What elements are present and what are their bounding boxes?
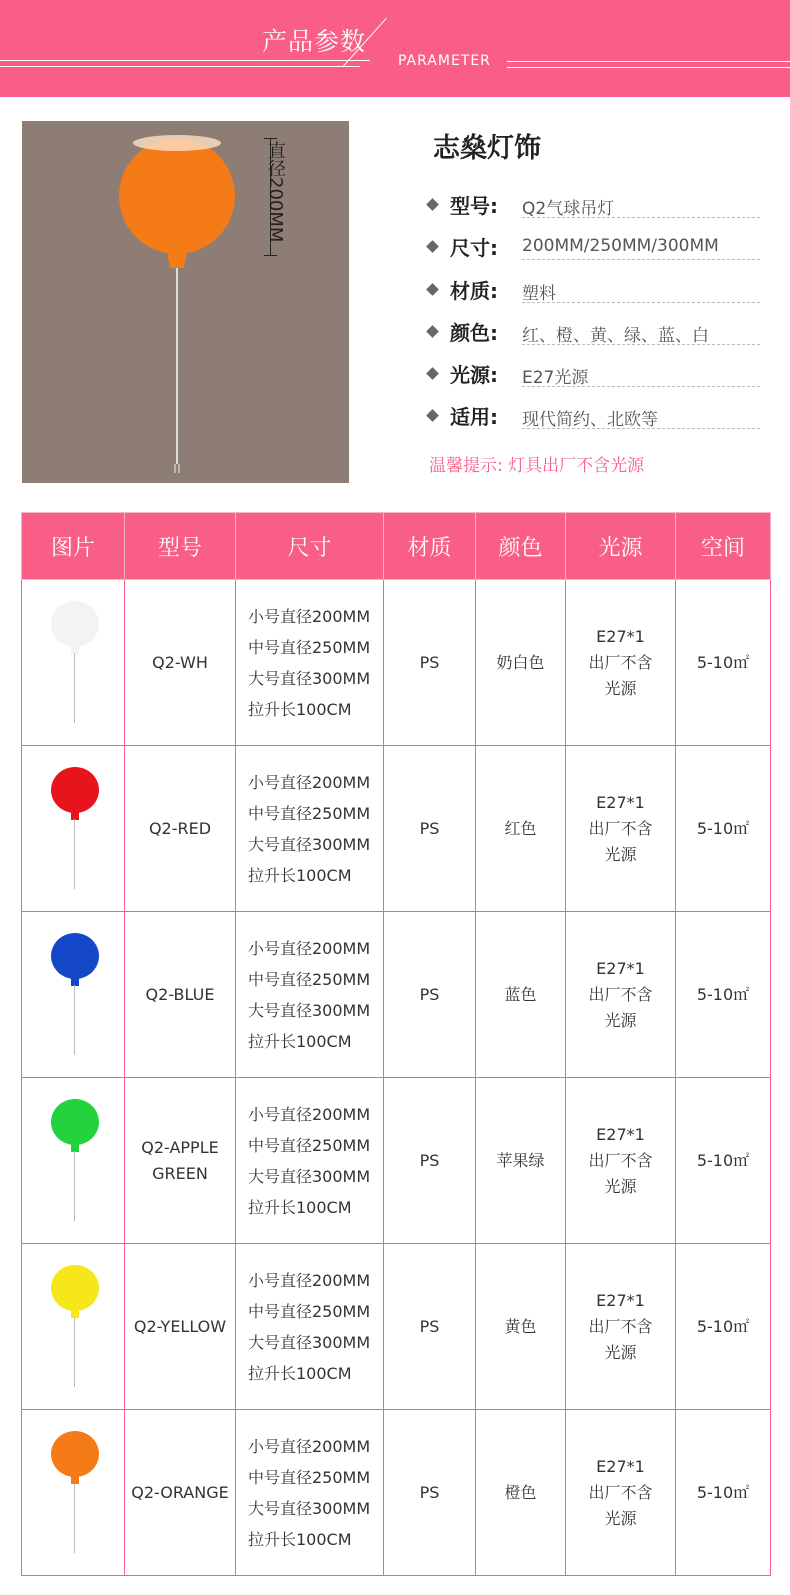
lamp-globe — [51, 601, 99, 647]
size-line: 拉升长100CM — [248, 1031, 352, 1051]
notice-text: 温馨提示: 灯具出厂不含光源 — [429, 456, 645, 476]
spec-key: 尺寸: — [450, 236, 498, 260]
model-cell: Q2-YELLOW — [125, 1244, 236, 1410]
size-line: 小号直径200MM — [248, 1104, 371, 1124]
spec-key: 光源: — [450, 363, 498, 387]
size-cell — [236, 1410, 384, 1576]
diamond-bullet-icon — [426, 409, 439, 422]
spec-row-model — [428, 188, 760, 224]
space-cell: 5-10㎡ — [676, 580, 771, 746]
spec-row-color — [428, 315, 760, 351]
spec-row-material — [428, 273, 760, 309]
model-cell: Q2-ORANGE — [125, 1410, 236, 1576]
light-cell — [566, 912, 676, 1078]
material-cell: PS — [384, 746, 476, 912]
size-line: 拉升长100CM — [248, 1363, 352, 1383]
image-cell — [22, 580, 125, 746]
lamp-globe — [51, 1431, 99, 1477]
space-cell: 5-10㎡ — [676, 912, 771, 1078]
light-line: 光源 — [604, 1508, 637, 1528]
lamp-knot — [71, 810, 79, 820]
light-line: E27*1 — [596, 626, 645, 646]
balloon-lamp-image — [22, 121, 349, 483]
product-photo — [22, 121, 349, 483]
size-line: 拉升长100CM — [248, 1197, 352, 1217]
dimension-cap-bottom — [264, 255, 277, 256]
material-cell: PS — [384, 1244, 476, 1410]
size-line: 大号直径300MM — [248, 1498, 371, 1518]
column-header-space: 空间 — [676, 513, 771, 580]
size-line: 小号直径200MM — [248, 938, 371, 958]
lamp-knot — [71, 1474, 79, 1484]
lamp-cord — [74, 1317, 75, 1387]
size-cell — [236, 580, 384, 746]
size-line: 小号直径200MM — [248, 1436, 371, 1456]
lamp-cord — [74, 1151, 75, 1221]
light-line: 出厂不含 — [588, 652, 653, 672]
image-cell — [22, 746, 125, 912]
spec-value: 现代简约、北欧等 — [522, 410, 658, 430]
spec-value: E27光源 — [522, 368, 589, 388]
light-line: E27*1 — [596, 958, 645, 978]
size-line: 大号直径300MM — [248, 1000, 371, 1020]
column-header-light: 光源 — [566, 513, 676, 580]
spec-key: 颜色: — [450, 321, 498, 345]
column-header-image: 图片 — [22, 513, 125, 580]
space-cell: 5-10㎡ — [676, 746, 771, 912]
light-line: E27*1 — [596, 1290, 645, 1310]
spec-row-light — [428, 357, 760, 393]
size-line: 小号直径200MM — [248, 606, 371, 626]
lamp-knot — [71, 1142, 79, 1152]
table-row — [22, 1244, 771, 1410]
column-header-model: 型号 — [125, 513, 236, 580]
spec-key: 材质: — [450, 279, 498, 303]
spec-value: Q2气球吊灯 — [522, 199, 615, 219]
spec-divider — [522, 386, 760, 387]
spec-row-usage — [428, 399, 760, 435]
space-cell: 5-10㎡ — [676, 1410, 771, 1576]
spec-divider — [522, 344, 760, 345]
material-cell: PS — [384, 1410, 476, 1576]
size-line: 拉升长100CM — [248, 699, 352, 719]
column-header-color: 颜色 — [476, 513, 566, 580]
light-line: 光源 — [604, 1342, 637, 1362]
balloon-lamp-thumbnail — [43, 1259, 103, 1394]
section-title: 产品参数 — [262, 27, 367, 56]
light-line: 光源 — [604, 678, 637, 698]
spec-value: 塑料 — [522, 284, 556, 304]
lamp-cord — [74, 1483, 75, 1553]
color-cell: 奶白色 — [476, 580, 566, 746]
light-line: 光源 — [604, 844, 637, 864]
lamp-cord — [74, 819, 75, 889]
size-line: 小号直径200MM — [248, 1270, 371, 1290]
spec-value: 200MM/250MM/300MM — [522, 236, 719, 256]
image-cell — [22, 912, 125, 1078]
light-line: 出厂不含 — [588, 984, 653, 1004]
spec-divider — [522, 259, 760, 260]
lamp-globe — [51, 767, 99, 813]
light-line: E27*1 — [596, 792, 645, 812]
column-header-material: 材质 — [384, 513, 476, 580]
light-cell — [566, 746, 676, 912]
lamp-knot — [71, 1308, 79, 1318]
size-line: 中号直径250MM — [248, 969, 371, 989]
spec-divider — [522, 428, 760, 429]
size-line: 大号直径300MM — [248, 1166, 371, 1186]
light-line: 出厂不含 — [588, 1482, 653, 1502]
material-cell: PS — [384, 1078, 476, 1244]
space-cell: 5-10㎡ — [676, 1244, 771, 1410]
dimension-label: 直径200MM — [265, 141, 286, 243]
color-cell: 橙色 — [476, 1410, 566, 1576]
model-cell: Q2-WH — [125, 580, 236, 746]
size-cell — [236, 1078, 384, 1244]
model-cell: Q2-RED — [125, 746, 236, 912]
material-cell: PS — [384, 912, 476, 1078]
size-cell — [236, 1244, 384, 1410]
diamond-bullet-icon — [426, 283, 439, 296]
lamp-cord — [74, 653, 75, 723]
diamond-bullet-icon — [426, 198, 439, 211]
spec-key: 型号: — [450, 194, 498, 218]
light-cell — [566, 1244, 676, 1410]
image-cell — [22, 1410, 125, 1576]
table-row — [22, 1410, 771, 1576]
table-row — [22, 912, 771, 1078]
model-cell: Q2-APPLE GREEN — [125, 1078, 236, 1244]
table-row — [22, 1078, 771, 1244]
image-cell — [22, 1078, 125, 1244]
size-cell — [236, 912, 384, 1078]
brand-name: 志燊灯饰 — [433, 133, 541, 164]
size-line: 中号直径250MM — [248, 1135, 371, 1155]
lamp-knot — [71, 976, 79, 986]
model-cell: Q2-BLUE — [125, 912, 236, 1078]
size-line: 大号直径300MM — [248, 834, 371, 854]
diamond-bullet-icon — [426, 325, 439, 338]
lamp-cord — [74, 985, 75, 1055]
balloon-lamp-thumbnail — [43, 927, 103, 1062]
color-cell: 苹果绿 — [476, 1078, 566, 1244]
header-rule-left — [0, 60, 370, 61]
table-row — [22, 580, 771, 746]
image-cell — [22, 1244, 125, 1410]
lamp-globe — [51, 1265, 99, 1311]
spec-row-size — [428, 230, 760, 266]
size-line: 拉升长100CM — [248, 865, 352, 885]
header-rule-right-2 — [507, 67, 790, 68]
section-subtitle: PARAMETER — [398, 53, 491, 69]
header-rule-right — [507, 61, 790, 62]
light-line: E27*1 — [596, 1456, 645, 1476]
diamond-bullet-icon — [426, 240, 439, 253]
table-row — [22, 746, 771, 912]
light-line: 光源 — [604, 1010, 637, 1030]
table-header-row — [22, 513, 771, 580]
light-cell — [566, 580, 676, 746]
color-cell: 蓝色 — [476, 912, 566, 1078]
balloon-lamp-thumbnail — [43, 1093, 103, 1228]
header-banner — [0, 0, 790, 97]
space-cell: 5-10㎡ — [676, 1078, 771, 1244]
size-line: 中号直径250MM — [248, 637, 371, 657]
lamp-knot — [71, 644, 79, 654]
light-line: 出厂不含 — [588, 818, 653, 838]
light-line: 出厂不含 — [588, 1150, 653, 1170]
material-cell: PS — [384, 580, 476, 746]
column-header-size: 尺寸 — [236, 513, 384, 580]
parameter-table — [21, 512, 771, 1576]
balloon-lamp-thumbnail — [43, 1425, 103, 1560]
light-line: E27*1 — [596, 1124, 645, 1144]
diamond-bullet-icon — [426, 367, 439, 380]
size-line: 小号直径200MM — [248, 772, 371, 792]
color-cell: 黄色 — [476, 1244, 566, 1410]
lamp-globe — [51, 1099, 99, 1145]
spec-value: 红、橙、黄、绿、蓝、白 — [522, 326, 709, 346]
size-line: 大号直径300MM — [248, 1332, 371, 1352]
size-line: 大号直径300MM — [248, 668, 371, 688]
spec-divider — [522, 302, 760, 303]
light-line: 光源 — [604, 1176, 637, 1196]
size-line: 拉升长100CM — [248, 1529, 352, 1549]
lamp-globe — [51, 933, 99, 979]
balloon-lamp-thumbnail — [43, 595, 103, 730]
light-line: 出厂不含 — [588, 1316, 653, 1336]
light-cell — [566, 1078, 676, 1244]
size-line: 中号直径250MM — [248, 1467, 371, 1487]
size-line: 中号直径250MM — [248, 1301, 371, 1321]
size-line: 中号直径250MM — [248, 803, 371, 823]
light-cell — [566, 1410, 676, 1576]
size-cell — [236, 746, 384, 912]
header-rule-left-2 — [0, 66, 360, 67]
color-cell: 红色 — [476, 746, 566, 912]
spec-divider — [522, 217, 760, 218]
spec-key: 适用: — [450, 405, 498, 429]
balloon-lamp-thumbnail — [43, 761, 103, 896]
